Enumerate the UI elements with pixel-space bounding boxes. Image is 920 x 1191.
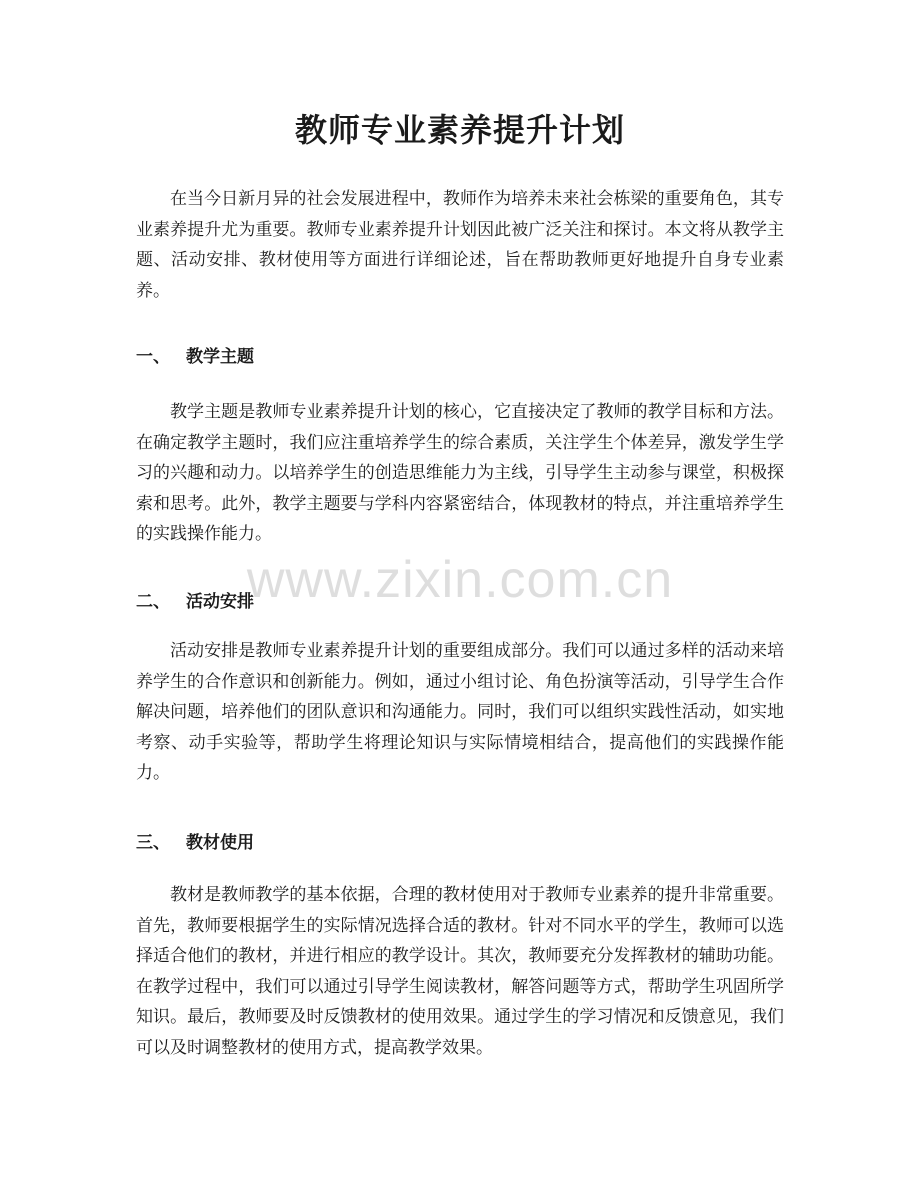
section-heading-1 bbox=[136, 344, 254, 370]
section-number-2: 二、 bbox=[136, 592, 170, 612]
intro-paragraph: 在当今日新月异的社会发展进程中，教师作为培养未来社会栋梁的重要角色，其专业素养提升尤为重要。教师专业素养提升计划因此被广泛关注和探讨。本文将从教学主题、活动安排、教材使用等方面进行详细论述，旨在帮助教师更好地提升自身专业素养。 bbox=[136, 189, 784, 301]
section-title-2: 活动安排 bbox=[186, 592, 254, 612]
section-heading-3 bbox=[136, 830, 254, 856]
section-heading-2 bbox=[136, 589, 254, 615]
document-title: 教师专业素养提升计划 bbox=[294, 111, 625, 149]
section-body-1: 教学主题是教师专业素养提升计划的核心，它直接决定了教师的教学目标和方法。在确定教学主题时，我们应注重培养学生的综合素质，关注学生个体差异，激发学生学习的兴趣和动力。以培养学生的创造思维能力为主线，引导学生主动参与课堂，积极探索和思考。此外，教学主题要与学科内容紧密结合，体现教材的特点，并注重培养学生的实践操作能力。 bbox=[136, 402, 784, 544]
watermark: www.zixin.com.cn bbox=[246, 551, 674, 609]
section-body-2: 活动安排是教师专业素养提升计划的重要组成部分。我们可以通过多样的活动来培养学生的合作意识和创新能力。例如，通过小组讨论、角色扮演等活动，引导学生合作解决问题，培养他们的团队意识和沟通能力。同时，我们可以组织实践性活动，如实地考察、动手实验等，帮助学生将理论知识与实际情境相结合，提高他们的实践操作能力。 bbox=[136, 641, 784, 783]
section-title-3: 教材使用 bbox=[186, 833, 254, 853]
section-number-1: 一、 bbox=[136, 347, 170, 367]
section-body-3: 教材是教师教学的基本依据，合理的教材使用对于教师专业素养的提升非常重要。首先，教师要根据学生的实际情况选择合适的教材。针对不同水平的学生，教师可以选择适合他们的教材，并进行相应的教学设计。其次，教师要充分发挥教材的辅助功能。在教学过程中，我们可以通过引导学生阅读教材，解答问题等方式，帮助学生巩固所学知识。最后，教师要及时反馈教材的使用效果。通过学生的学习情况和反馈意见，我们可以及时调整教材的使用方式，提高教学效果。 bbox=[136, 885, 784, 1058]
section-number-3: 三、 bbox=[136, 833, 170, 853]
section-title-1: 教学主题 bbox=[186, 347, 254, 367]
